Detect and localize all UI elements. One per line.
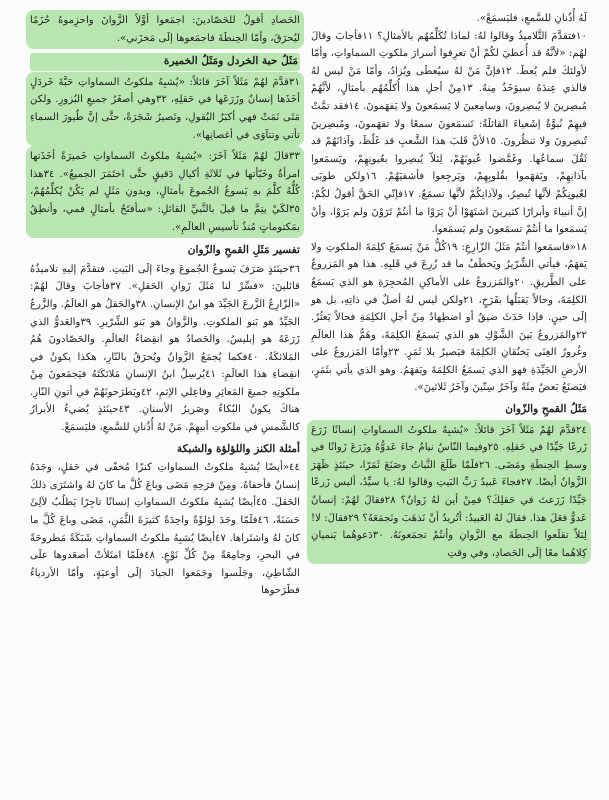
highlighted-paragraph: ٣١قدَّمَ لهُمْ مَثَلاً آخَرَ قائلاً: «يُشبِهُ ملكوتُ السماواتِ حَبَّةَ خَردَلٍ أخَذَها إنسانٌ وزَرَعَها في حَقلِهِ، ٣٢وهي أصغَرُ جميعِ البُزورِ. ولكن مَتَى نَمَتْ فهي أكبَرُ البُقولِ، وتَصيرُ شَجَرَةً، حتَّى إنَّ طُيورَ السماءِ تأتي وتتآوَى في أغصانِها».	[26, 72, 304, 146]
highlighted-paragraph: الحَصادِ أقولُ للحَصّادينَ: اجمَعوا أوَّلاً الزَّوانَ واحزِموهُ حُزَمًا ليُحرَقَ، وأمّا الحِنطَةَ فاجمَعوها إلَى مَخزَني».	[26, 10, 304, 49]
paragraph: ١٠فتقدَّمَ التَّلاميذُ وقالوا لهُ: لماذا تُكَلِّمُهُم بالأمثالِ؟ ١١فأجابَ وقالَ لهُم: «لأنَّهُ قد أُعطيَ لكُمْ أنْ تعرِفوا أسرارَ ملكوتِ السماواتِ، وأمّا لأولئكَ فلم يُعطَ. ١٢فإنَّ مَنْ لهُ سيُعطَى ويُزادُ، وأمّا مَنْ ليس لهُ فالذي عِندَهُ سيؤخَذُ مِنهُ. ١٣مِنْ أجلِ هذا أُكلِّمُهُم بأمثالٍ، لأنَّهُمْ مُبصِرينَ لا يُبصِرونَ، وسامِعينَ لا يَسمَعونَ ولا يَفهَمونَ. ١٤فقد تمَّتْ فيهِمْ نُبوَّةُ إشَعياءَ القائلَةُ: تَسمَعونَ سمعًا ولا تفهَمونَ، ومُبصِرينَ تُبصِرونَ ولا تنظُرونَ. ١٥لأنَّ قَلبَ هذا الشَّعبِ قد غَلُظَ، وآذانَهُمْ قد ثَقُلَ سماعُها. وغَمَّضوا عُيونَهُمْ، لِئلاّ يُبصِروا بعُيونِهِمْ، ويَسمَعوا بآذانِهِمْ، ويَفهَموا بقُلوبِهِمْ، ويَرجِعوا فأشفيَهُمْ. ١٦ولكن طوبَى لعُيونِكُمْ لأنَّها تُبصِرُ، ولآذانِكُمْ لأنَّها تسمَعُ. ١٧فإنّي الحَقَّ أقولُ لكُمْ: إنَّ أنبياءَ وأبرارًا كثيرينَ اشتَهَوْا أنْ يَرَوْا ما أنتُمْ تَرَوْنَ ولم يَرَوْا، وأنْ يَسمَعوا ما أنتُمْ تسمَعونَ ولم يَسمَعوا.	[311, 30, 588, 236]
left-column	[30, 10, 300, 600]
section-heading: مَثَلُ حبة الخردل ومَثَلُ الخميرة	[30, 53, 300, 71]
highlighted-paragraph: ٣٣قالَ لهُمْ مَثَلاً آخَرَ: «يُشبِهُ ملكوتُ السماواتِ خَميرَةً أخَذَتها امرأةٌ وخَبّأتها في ثَلاثَةِ أكيالِ دَقيقٍ حتَّى اختَمَرَ الجميعُ». ٣٤هذا كُلُّهُ كلَّمَ بهِ يَسوعُ الجُموعَ بأمثالٍ، وبدونِ مَثَلٍ لم يَكُنْ يُكلِّمُهُمْ، ٣٥لكَيْ يتِمَّ ما قيلَ بالنَّبيِّ القائلِ: «سأفتَحُ بأمثالٍ فمي، وأنطِقُ بمَكتوماتٍ مُنذُ تأسيسِ العالَمِ».	[26, 146, 304, 238]
section-heading: مَثَلُ القمحِ والزّوان	[505, 403, 587, 416]
paragraph: ٤٤«أيضًا يُشبِهُ ملكوتُ السماواتِ كنزًا مُخفًى في حَقلٍ، وجَدَهُ إنسانٌ فأخفاهُ. ومِنْ فرَحِهِ مَضَى وباعَ كُلَّ ما كانَ لهُ واشتَرَى ذلكَ الحَقلَ. ٤٥أيضًا يُشبِهُ ملكوتُ السماواتِ إنسانًا تاجِرًا يَطلُبُ لآلِئَ حَسَنَةً، ٤٦فلَمّا وجَدَ لؤلؤَةً واحِدَةً كثيرَةَ الثَّمَنِ، مَضَى وباعَ كُلَّ ما كانَ لهُ واشتَراها. ٤٧أيضًا يُشبِهُ ملكوتُ السماواتِ شَبَكَةً مَطروحَةً في البحرِ، وجامِعَةً مِنْ كُلِّ نَوْعٍ. ٤٨فلَمّا امتَلأتْ أصعَدوها علَى الشّاطِئِ، وجَلَسوا وجَمَعوا الجيادَ إلَى أوعيَةٍ، وأمّا الأردياءُ فطَرَحوها	[30, 462, 301, 597]
right-column	[311, 10, 587, 564]
paragraph: ٣٦حينَئذٍ صَرَفَ يَسوعُ الجُموعَ وجاءَ إلَى البَيتِ. فتقدَّمَ إليهِ تلاميذُهُ قائلينَ: «فسِّرْ لنا مَثَلَ زَوانِ الحَقلِ». ٣٧فأجابَ وقالَ لهُمْ: «الزّارِعُ الزَّرعَ الجَيِّدَ هو ابنُ الإنسانِ. ٣٨والحَقلُ هو العالَمُ. والزَّرعُ الجَيِّدُ هو بَنو الملكوتِ. والزَّوانُ هو بَنو الشِّرّيرِ. ٣٩والعَدوُّ الذي زَرَعَهُ هو إبليسُ. والحَصادُ هو انقِضاءُ العالَمِ. والحَصّادونَ هُمُ المَلائكَةُ. ٤٠فكما يُجمَعُ الزَّوانُ ويُحرَقُ بالنّارِ، هكذا يكونُ في انقِضاءِ هذا العالَمِ: ٤١يُرسِلُ ابنُ الإنسانِ مَلائكَتَهُ فيَجمَعونَ مِنْ ملكوتِهِ جميعَ المَعاثِرِ وفاعِلي الإثمِ، ٤٢ويَطرَحونَهُمْ في أتونِ النّارِ. هناكَ يكونُ البُكاءُ وصَريرُ الأسنانِ. ٤٣حينَئذٍ يُضيءُ الأبرارُ كالشَّمسِ في ملكوتِ أبيهِمْ. مَنْ لهُ أُذُنانِ للسَّمعِ، فليَسمَعْ.	[30, 263, 301, 434]
paragraph: ١٨«فاسمَعوا أنتُمْ مَثَلَ الزّارِعِ: ١٩كُلُّ مَنْ يَسمَعُ كلِمَةَ الملكوتِ ولا يَفهَمُ، فيأتي الشِّرّيرُ ويَخطَفُ ما قد زُرِعَ في قَلبِهِ. هذا هو المَزروعُ على الطَّريقِ. ٢٠والمَزروعُ على الأماكِنِ المُحجِرَةِ هو الذي يَسمَعُ الكلِمَةَ، وحالاً يَقبَلُها بفَرَحٍ، ٢١ولكن ليس لهُ أصلٌ في ذاتِهِ، بل هو إلَى حينٍ. فإذا حَدَثَ ضيقٌ أو اضطِهادٌ مِنْ أجلِ الكلِمَةِ فحالاً يَعثُرُ. ٢٢والمَزروعُ بَينَ الشَّوْكِ هو الذي يَسمَعُ الكلِمَةَ، وهَمُّ هذا العالَمِ وغُرورُ الغِنَى يَخنُقانِ الكلِمَةَ فيَصيرُ بلا ثَمَرٍ. ٢٣وأمّا المَزروعُ على الأرضِ الجَيِّدَةِ فهو الذي يَسمَعُ الكلِمَةَ ويَفهَمُ. وهو الذي يأتي بثَمَرٍ، فيَصنَعُ بَعضٌ مِئَةً وآخَرُ سِتّينَ وآخَرُ ثَلاثينَ».	[311, 241, 587, 394]
section-heading: تفسير مَثَلِ القمحِ والزّوان	[187, 244, 300, 257]
paragraph: لَهُ أُذُنانِ للسَّمعِ، فليَسمَعْ».	[476, 13, 587, 24]
highlighted-paragraph: ٢٤قدَّمَ لهُمْ مَثَلاً آخَرَ قائلاً: «يُشبِهُ ملكوتُ السماواتِ إنسانًا زَرَعَ زَرعًا جَيِّدًا في حَقلِهِ. ٢٥وفيما النّاسُ نيامٌ جاءَ عَدوُّهُ وزَرَعَ زَوانًا في وسطِ الحِنطَةِ ومَضَى. ٢٦فلَمّا طَلَعَ النَّباتُ وصَنَعَ ثَمَرًا، حينَئذٍ ظَهَرَ الزَّوانُ أيضًا. ٢٧فجاءَ عَبيدُ رَبِّ البَيتِ وقالوا لهُ: يا سيِّدُ، أليس زَرعًا جَيِّدًا زَرَعتَ في حَقلِكَ؟ فمِنْ أين لهُ زَوانٌ؟ ٢٨فقالَ لهُمْ: إنسانٌ عَدوٌّ فعَلَ هذا. فقالَ لهُ العَبيدُ: أتُريدُ أنْ نَذهَبَ ونَجمَعَهُ؟ ٢٩فقالَ: لا! لِئلاّ تقلَعوا الحِنطَةَ مع الزَّوانِ وأنتُمْ تجمَعونَهُ. ٣٠دَعوهُما يَنميانِ كِلاهُما معًا إلَى الحَصادِ، وفي وقتِ	[307, 420, 591, 565]
section-heading: أمثلة الكنز واللؤلؤة والشبكة	[176, 442, 300, 455]
